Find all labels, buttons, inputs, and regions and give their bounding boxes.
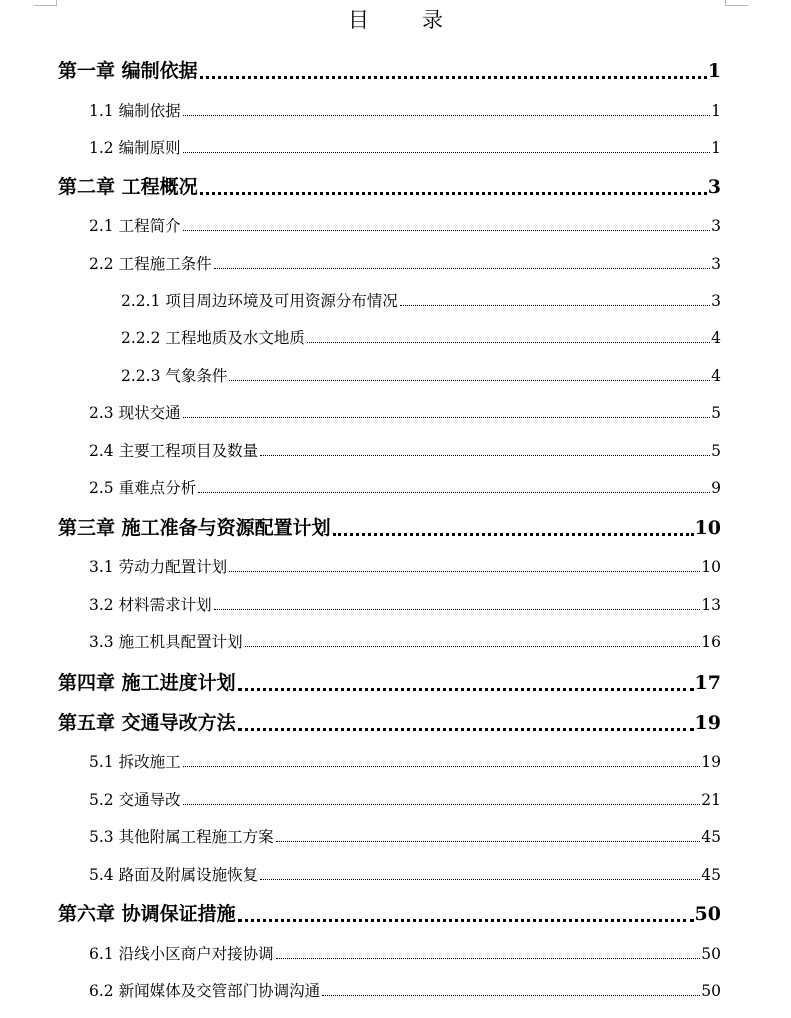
toc-page-number: 10 <box>694 517 721 539</box>
dot-leader <box>214 609 701 610</box>
toc-page-number: 3 <box>707 176 721 198</box>
toc-chapter-1[interactable] <box>58 59 721 83</box>
toc-entry-label: 第四章 施工进度计划 <box>58 672 236 694</box>
toc-entry-label: 5.2 交通导改 <box>89 791 181 809</box>
toc-section-2-5[interactable] <box>89 478 721 498</box>
toc-entry-label: 3.1 劳动力配置计划 <box>89 558 228 576</box>
dot-leader <box>229 571 700 572</box>
toc-page-number: 19 <box>701 753 721 771</box>
dot-leader <box>183 417 711 418</box>
toc-entry-label: 第五章 交通导改方法 <box>58 712 236 734</box>
toc-chapter-2[interactable] <box>58 175 721 199</box>
toc-section-3-3[interactable] <box>89 632 721 652</box>
toc-section-1-1[interactable] <box>89 101 721 121</box>
toc-section-6-2[interactable] <box>89 981 721 1001</box>
toc-entry-label: 5.1 拆改施工 <box>89 753 181 771</box>
toc-entry-label: 2.5 重难点分析 <box>89 479 197 497</box>
dot-leader <box>183 766 701 767</box>
dot-leader <box>307 342 710 343</box>
toc-page-number: 17 <box>694 672 721 694</box>
toc-entry-label: 2.1 工程简介 <box>89 217 181 235</box>
toc-entry-label: 2.2.2 工程地质及水文地质 <box>121 329 305 347</box>
toc-subsection-2-2-3[interactable] <box>121 366 721 386</box>
dot-leader <box>322 995 700 996</box>
toc-entry-label: 6.2 新闻媒体及交管部门协调沟通 <box>89 982 321 1000</box>
page-corner-mark-left <box>34 0 57 6</box>
dot-leader <box>200 192 707 195</box>
toc-page-number: 45 <box>701 866 721 884</box>
toc-chapter-3[interactable] <box>58 516 721 540</box>
dot-leader <box>245 646 701 647</box>
toc-page-number: 9 <box>711 479 721 497</box>
dot-leader <box>183 115 711 116</box>
toc-subsection-2-2-1[interactable] <box>121 291 721 311</box>
toc-entry-label: 2.2.3 气象条件 <box>121 367 228 385</box>
toc-section-5-1[interactable] <box>89 752 721 772</box>
toc-entry-label: 5.4 路面及附属设施恢复 <box>89 866 259 884</box>
toc-page-number: 4 <box>711 329 721 347</box>
toc-section-2-3[interactable] <box>89 403 721 423</box>
toc-entry-label: 2.2 工程施工条件 <box>89 255 212 273</box>
toc-page-number: 1 <box>711 102 721 120</box>
toc-chapter-6[interactable] <box>58 902 721 926</box>
toc-page-number: 3 <box>711 255 721 273</box>
toc-entry-label: 5.3 其他附属工程施工方案 <box>89 828 274 846</box>
dot-leader <box>400 305 710 306</box>
toc-entry-label: 1.2 编制原则 <box>89 139 181 157</box>
dot-leader <box>276 841 701 842</box>
toc-entry-label: 第一章 编制依据 <box>58 60 198 82</box>
toc-entry-label: 6.1 沿线小区商户对接协调 <box>89 945 274 963</box>
toc-entry-label: 2.2.1 项目周边环境及可用资源分布情况 <box>121 292 398 310</box>
toc-section-1-2[interactable] <box>89 138 721 158</box>
toc-page-number: 3 <box>711 292 721 310</box>
toc-page-number: 50 <box>701 945 721 963</box>
toc-entry-label: 1.1 编制依据 <box>89 102 181 120</box>
toc-section-6-1[interactable] <box>89 944 721 964</box>
toc-entry-label: 3.2 材料需求计划 <box>89 596 212 614</box>
toc-page-number: 10 <box>701 558 721 576</box>
toc-section-3-2[interactable] <box>89 595 721 615</box>
toc-section-2-4[interactable] <box>89 441 721 461</box>
dot-leader <box>238 728 694 731</box>
toc-section-5-3[interactable] <box>89 827 721 847</box>
toc-page-number: 45 <box>701 828 721 846</box>
dot-leader <box>333 533 694 536</box>
toc-page-number: 1 <box>707 60 721 82</box>
toc-page-number: 50 <box>701 982 721 1000</box>
toc-section-5-4[interactable] <box>89 865 721 885</box>
dot-leader <box>260 455 710 456</box>
dot-leader <box>183 152 711 153</box>
toc-section-3-1[interactable] <box>89 557 721 577</box>
dot-leader <box>200 76 707 79</box>
toc-entry-label: 2.4 主要工程项目及数量 <box>89 442 259 460</box>
toc-page-number: 4 <box>711 367 721 385</box>
toc-page-number: 1 <box>711 139 721 157</box>
page-corner-mark-right <box>725 0 748 6</box>
toc-section-5-2[interactable] <box>89 790 721 810</box>
dot-leader <box>276 958 701 959</box>
dot-leader <box>183 804 701 805</box>
dot-leader <box>238 919 694 922</box>
dot-leader <box>229 380 710 381</box>
toc-page-number: 16 <box>701 633 721 651</box>
toc-entry-label: 第六章 协调保证措施 <box>58 903 236 925</box>
dot-leader <box>260 879 700 880</box>
toc-section-2-1[interactable] <box>89 216 721 236</box>
toc-page-number: 3 <box>711 217 721 235</box>
dot-leader <box>238 688 694 691</box>
toc-page-number: 21 <box>701 791 721 809</box>
toc-entry-label: 第二章 工程概况 <box>58 176 198 198</box>
toc-entry-label: 2.3 现状交通 <box>89 404 181 422</box>
toc-chapter-4[interactable] <box>58 671 721 695</box>
toc-page-number: 5 <box>711 442 721 460</box>
toc-section-2-2[interactable] <box>89 254 721 274</box>
toc-entry-label: 第三章 施工准备与资源配置计划 <box>58 517 331 539</box>
toc-subsection-2-2-2[interactable] <box>121 328 721 348</box>
toc-entry-label: 3.3 施工机具配置计划 <box>89 633 243 651</box>
toc-page-number: 50 <box>694 903 721 925</box>
dot-leader <box>183 230 711 231</box>
toc-page-number: 19 <box>694 712 721 734</box>
dot-leader <box>198 492 710 493</box>
dot-leader <box>214 268 711 269</box>
toc-chapter-5[interactable] <box>58 711 721 735</box>
toc-page-number: 13 <box>701 596 721 614</box>
toc-title: 目 录 <box>348 8 459 32</box>
toc-page-number: 5 <box>711 404 721 422</box>
